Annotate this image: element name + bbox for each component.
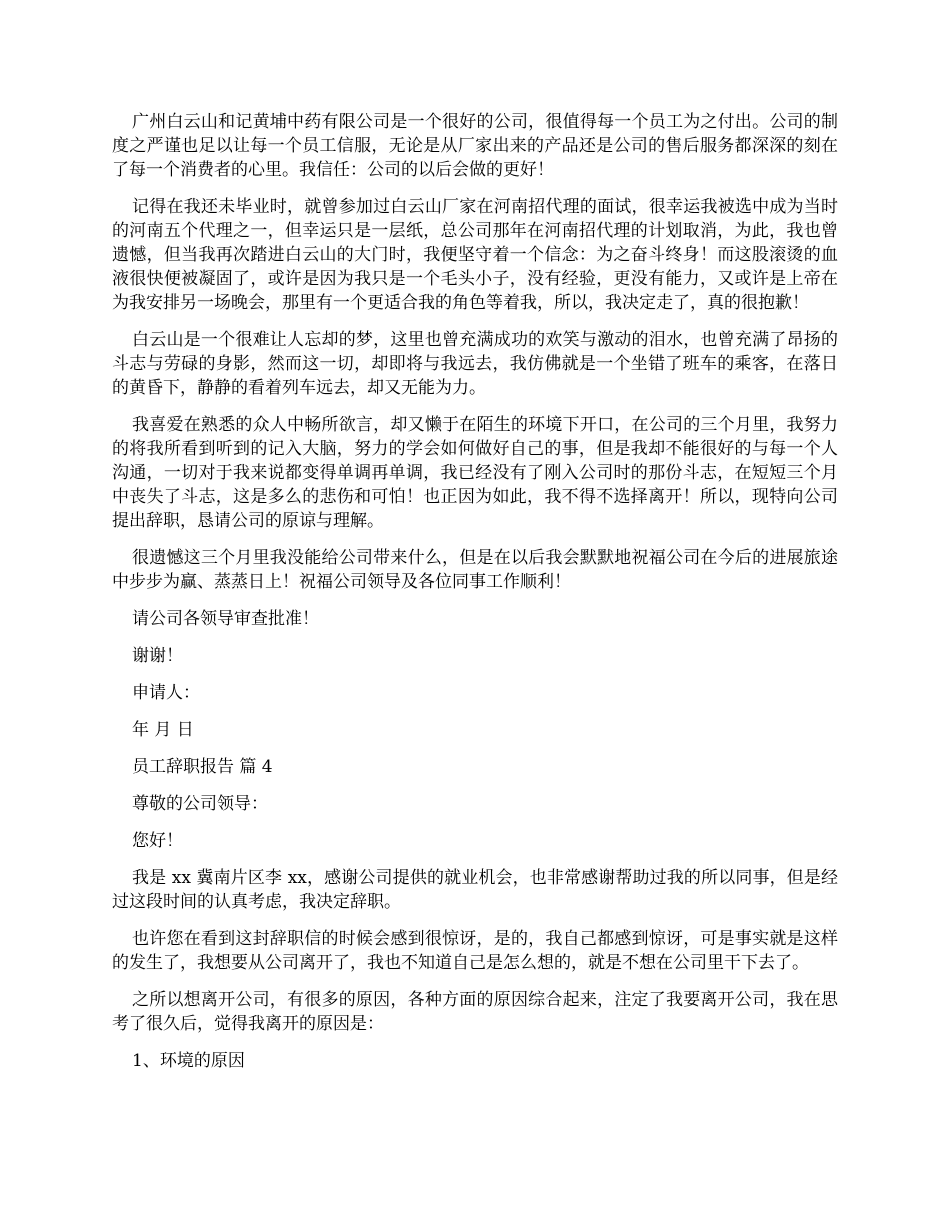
paragraph-blessing: 很遗憾这三个月里我没能给公司带来什么，但是在以后我会默默地祝福公司在今后的进展旅途中步步为赢、蒸蒸日上！祝福公司领导及各位同事工作顺利！: [112, 548, 838, 592]
paragraph-baiyunshan-dream: 白云山是一个很难让人忘却的梦，这里也曾充满成功的欢笑与激动的泪水，也曾充满了昂扬的斗志与劳碌的身影，然而这一切，却即将与我远去，我仿佛就是一个坐错了班车的乘客，在落日的黄昏下，静静的看着列车远去，却又无能为力。: [112, 330, 838, 398]
paragraph-reasons-intro: 之所以想离开公司，有很多的原因，各种方面的原因综合起来，注定了我要离开公司，我在思考了很久后，觉得我离开的原因是：: [112, 990, 838, 1034]
list-item-environment-reason: 1、环境的原因: [132, 1051, 245, 1071]
paragraph-recruitment-memory: 记得在我还未毕业时，就曾参加过白云山厂家在河南招代理的面试，很幸运我被选中成为当时的河南五个代理之一，但幸运只是一层纸，总公司那年在河南招代理的计划取消，为此，我也曾遗憾，但当我再次踏进白云山的大门时，我便坚守着一个信念：为之奋斗终身！而这股滚烫的血液很快便被凝固了，或许是因为我只是一个毛头小子，没有经验，更没有能力，又或许是上帝在为我安排另一场晚会，那里有一个更适合我的角色等着我，所以，我决定走了，真的很抱歉！: [112, 197, 838, 313]
document-body: [112, 110, 838, 1086]
request-approval-line: 请公司各领导审查批准！: [132, 609, 319, 629]
paragraph-introduction: 我是 xx 冀南片区李 xx，感谢公司提供的就业机会，也非常感谢帮助过我的所以同事，但是经过这段时间的认真考虑，我决定辞职。: [112, 868, 838, 912]
paragraph-surprise: 也许您在看到这封辞职信的时候会感到很惊讶，是的，我自己都感到惊讶，可是事实就是这样的发生了，我想要从公司离开了，我也不知道自己是怎么想的，就是不想在公司里干下去了。: [112, 929, 838, 973]
section-heading: 员工辞职报告 篇 4: [132, 757, 273, 777]
date-line: 年 月 日: [132, 720, 194, 740]
paragraph-company-praise: 广州白云山和记黄埔中药有限公司是一个很好的公司，很值得每一个员工为之付出。公司的制度之严谨也足以让每一个员工信服，无论是从厂家出来的产品还是公司的售后服务都深深的刻在了每一个消费者的心里。我信任：公司的以后会做的更好！: [112, 112, 838, 180]
applicant-line: 申请人：: [132, 683, 200, 703]
greeting-line: 您好！: [132, 831, 183, 851]
salutation-line: 尊敬的公司领导：: [132, 794, 268, 814]
thanks-line: 谢谢！: [132, 646, 183, 666]
paragraph-reason-resign: 我喜爱在熟悉的众人中畅所欲言，却又懒于在陌生的环境下开口，在公司的三个月里，我努力的将我所看到听到的记入大脑，努力的学会如何做好自己的事，但是我却不能很好的与每一个人沟通，一切对于我来说都变得单调再单调，我已经没有了刚入公司时的那份斗志，在短短三个月中丧失了斗志，这是多么的悲伤和可怕！也正因为如此，我不得不选择离开！所以，现特向公司提出辞职，恳请公司的原谅与理解。: [112, 415, 838, 531]
